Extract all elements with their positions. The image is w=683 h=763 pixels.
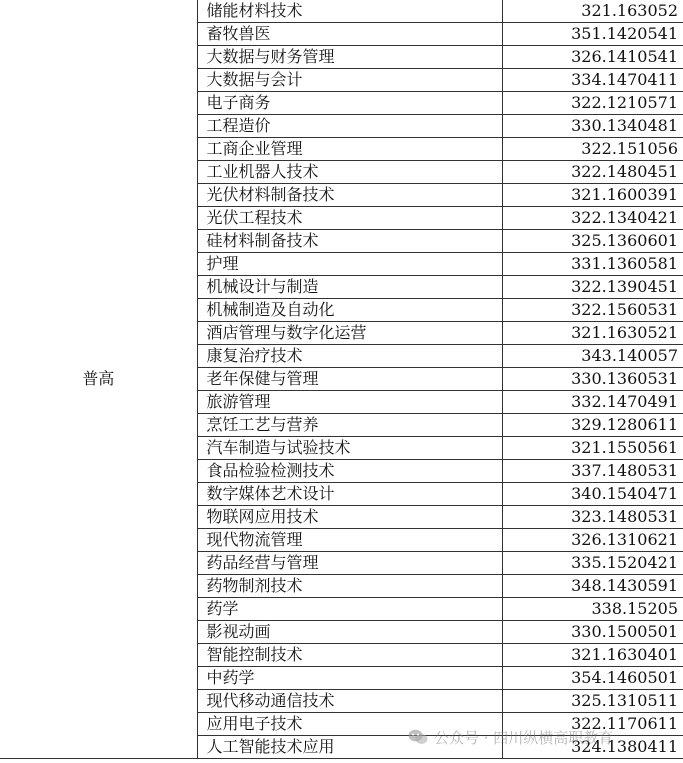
score-cell: 322.151056 <box>502 138 683 161</box>
score-cell: 325.1310511 <box>502 690 683 713</box>
major-cell: 储能材料技术 <box>197 0 502 23</box>
major-cell: 康复治疗技术 <box>197 345 502 368</box>
score-cell: 335.1520421 <box>502 552 683 575</box>
score-cell: 326.1310621 <box>502 529 683 552</box>
major-cell: 数字媒体艺术设计 <box>197 483 502 506</box>
major-cell: 酒店管理与数字化运营 <box>197 322 502 345</box>
score-cell: 334.1470411 <box>502 69 683 92</box>
major-cell: 工商企业管理 <box>197 138 502 161</box>
major-cell: 工业机器人技术 <box>197 161 502 184</box>
score-cell: 348.1430591 <box>502 575 683 598</box>
score-cell: 321.1630521 <box>502 322 683 345</box>
major-cell: 工程造价 <box>197 115 502 138</box>
major-cell: 护理 <box>197 253 502 276</box>
score-cell: 321.1630401 <box>502 644 683 667</box>
major-cell: 影视动画 <box>197 621 502 644</box>
score-cell: 330.1500501 <box>502 621 683 644</box>
score-cell: 321.1600391 <box>502 184 683 207</box>
major-cell: 药品经营与管理 <box>197 552 502 575</box>
score-cell: 330.1340481 <box>502 115 683 138</box>
score-cell: 326.1410541 <box>502 46 683 69</box>
major-cell: 光伏材料制备技术 <box>197 184 502 207</box>
major-cell: 光伏工程技术 <box>197 207 502 230</box>
major-cell: 食品检验检测技术 <box>197 460 502 483</box>
score-cell: 324.1380411 <box>502 736 683 759</box>
major-cell: 人工智能技术应用 <box>197 736 502 759</box>
score-cell: 338.15205 <box>502 598 683 621</box>
major-cell: 大数据与会计 <box>197 69 502 92</box>
major-cell: 药学 <box>197 598 502 621</box>
table-row <box>0 0 683 23</box>
major-cell: 硅材料制备技术 <box>197 230 502 253</box>
major-cell: 物联网应用技术 <box>197 506 502 529</box>
major-cell: 畜牧兽医 <box>197 23 502 46</box>
score-cell: 330.1360531 <box>502 368 683 391</box>
major-cell: 机械制造及自动化 <box>197 299 502 322</box>
score-cell: 322.1170611 <box>502 713 683 736</box>
major-cell: 机械设计与制造 <box>197 276 502 299</box>
major-cell: 大数据与财务管理 <box>197 46 502 69</box>
score-cell: 343.140057 <box>502 345 683 368</box>
major-cell: 汽车制造与试验技术 <box>197 437 502 460</box>
score-cell: 351.1420541 <box>502 23 683 46</box>
major-cell: 老年保健与管理 <box>197 368 502 391</box>
score-cell: 322.1480451 <box>502 161 683 184</box>
score-cell: 354.1460501 <box>502 667 683 690</box>
watermark-label: 公众号 · 四川纵横高职教育 <box>434 728 614 747</box>
score-cell: 322.1340421 <box>502 207 683 230</box>
score-cell: 321.163052 <box>502 0 683 23</box>
score-cell: 340.1540471 <box>502 483 683 506</box>
score-cell: 329.1280611 <box>502 414 683 437</box>
score-cell: 321.1550561 <box>502 437 683 460</box>
score-cell: 337.1480531 <box>502 460 683 483</box>
category-cell: 普高 <box>0 0 197 759</box>
score-cell: 323.1480531 <box>502 506 683 529</box>
score-cell: 322.1390451 <box>502 276 683 299</box>
score-cell: 332.1470491 <box>502 391 683 414</box>
score-cell: 331.1360581 <box>502 253 683 276</box>
major-cell: 烹饪工艺与营养 <box>197 414 502 437</box>
major-cell: 应用电子技术 <box>197 713 502 736</box>
score-cell: 322.1210571 <box>502 92 683 115</box>
major-cell: 现代物流管理 <box>197 529 502 552</box>
major-cell: 现代移动通信技术 <box>197 690 502 713</box>
major-cell: 电子商务 <box>197 92 502 115</box>
score-cell: 325.1360601 <box>502 230 683 253</box>
major-cell: 旅游管理 <box>197 391 502 414</box>
major-cell: 智能控制技术 <box>197 644 502 667</box>
major-cell: 中药学 <box>197 667 502 690</box>
score-cell: 322.1560531 <box>502 299 683 322</box>
major-cell: 药物制剂技术 <box>197 575 502 598</box>
